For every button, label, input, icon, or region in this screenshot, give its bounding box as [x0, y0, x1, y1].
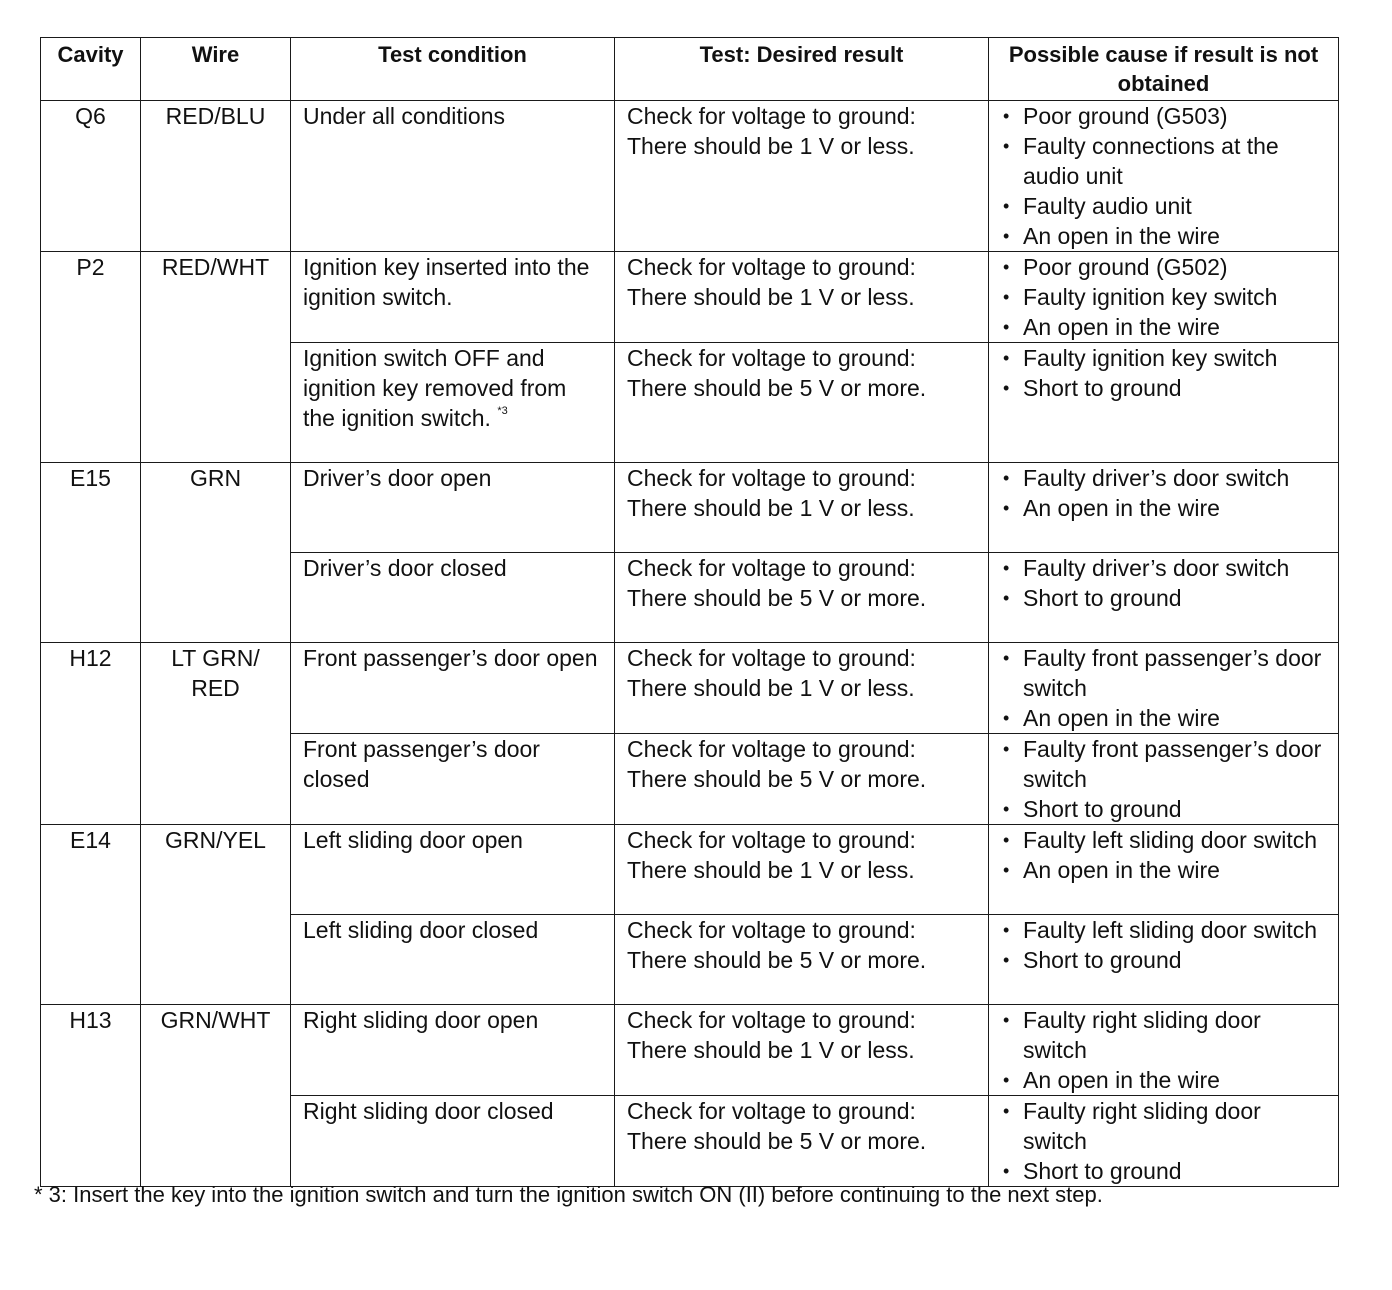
cause-item: • Faulty ignition key switch	[1023, 282, 1326, 312]
test-condition-cell	[291, 643, 615, 734]
test-condition-text: Left sliding door open	[303, 827, 523, 853]
test-condition-text: Under all conditions	[303, 103, 506, 129]
header-possible-cause: Possible cause if result is not obtained	[989, 38, 1339, 101]
desired-result-cell: Check for voltage to ground: There should be 5 V or more.	[615, 915, 989, 1005]
test-condition-text: Driver’s door closed	[303, 555, 507, 581]
wire-cell: RED/WHT	[141, 252, 291, 463]
table-header	[41, 38, 1339, 101]
cause-item: • Faulty audio unit	[1023, 191, 1326, 221]
diagnostic-table	[40, 37, 1339, 1187]
test-condition-cell	[291, 343, 615, 463]
wire-cell: GRN/WHT	[141, 1005, 291, 1187]
footnote: * 3: Insert the key into the ignition switch and turn the ignition switch ON (II) before continuing to the next step.	[34, 1182, 1103, 1207]
test-condition-cell	[291, 825, 615, 915]
cause-item: • An open in the wire	[1023, 855, 1326, 885]
test-condition-text: Front passenger’s door open	[303, 645, 598, 671]
possible-cause-cell	[989, 825, 1339, 915]
possible-cause-cell	[989, 101, 1339, 252]
possible-cause-cell	[989, 463, 1339, 553]
cause-item: • Faulty ignition key switch	[1023, 343, 1326, 373]
cause-item: • Faulty connections at the audio unit	[1023, 131, 1326, 191]
test-condition-cell	[291, 1096, 615, 1187]
test-condition-cell	[291, 734, 615, 825]
cause-list	[1001, 825, 1326, 885]
desired-result-cell: Check for voltage to ground: There should be 1 V or less.	[615, 825, 989, 915]
test-condition-text: Driver’s door open	[303, 465, 492, 491]
cause-item: • Faulty driver’s door switch	[1023, 553, 1326, 583]
desired-result-cell: Check for voltage to ground: There should be 1 V or less.	[615, 643, 989, 734]
cavity-cell: E14	[41, 825, 141, 1005]
cause-list	[1001, 643, 1326, 733]
test-condition-cell	[291, 1005, 615, 1096]
test-condition-text: Left sliding door closed	[303, 917, 539, 943]
wire-cell: GRN/YEL	[141, 825, 291, 1005]
header-wire: Wire	[141, 38, 291, 101]
table-row	[41, 101, 1339, 252]
cavity-cell: Q6	[41, 101, 141, 252]
wire-cell: RED/BLU	[141, 101, 291, 252]
cavity-cell: H12	[41, 643, 141, 825]
test-condition-cell	[291, 463, 615, 553]
cause-item: • An open in the wire	[1023, 221, 1326, 251]
test-condition-text: Right sliding door closed	[303, 1098, 554, 1124]
test-condition-text: Ignition key inserted into the ignition switch.	[303, 254, 590, 310]
cause-list	[1001, 463, 1326, 523]
cause-item: • An open in the wire	[1023, 493, 1326, 523]
cause-list	[1001, 1005, 1326, 1095]
test-condition-text: Right sliding door open	[303, 1007, 539, 1033]
possible-cause-cell	[989, 252, 1339, 343]
test-condition-cell	[291, 553, 615, 643]
possible-cause-cell	[989, 643, 1339, 734]
test-condition-text: Front passenger’s door closed	[303, 736, 540, 792]
possible-cause-cell	[989, 343, 1339, 463]
cause-item: • Short to ground	[1023, 794, 1326, 824]
header-cavity: Cavity	[41, 38, 141, 101]
cause-list	[1001, 734, 1326, 824]
table-row	[41, 825, 1339, 915]
possible-cause-cell	[989, 915, 1339, 1005]
cause-item: • Faulty front passenger’s door switch	[1023, 734, 1326, 794]
cause-item: • Faulty right sliding door switch	[1023, 1005, 1326, 1065]
desired-result-cell: Check for voltage to ground: There should be 1 V or less.	[615, 252, 989, 343]
cause-item: • Faulty left sliding door switch	[1023, 825, 1326, 855]
possible-cause-cell	[989, 734, 1339, 825]
desired-result-cell: Check for voltage to ground: There should be 5 V or more.	[615, 1096, 989, 1187]
cause-list	[1001, 343, 1326, 403]
cause-item: • Short to ground	[1023, 1156, 1326, 1186]
cause-list	[1001, 252, 1326, 342]
wire-cell: LT GRN/ RED	[141, 643, 291, 825]
cause-item: • Poor ground (G502)	[1023, 252, 1326, 282]
cause-list	[1001, 101, 1326, 251]
test-condition-text: Ignition switch OFF and ignition key removed from the ignition switch.	[303, 345, 567, 431]
header-test-condition: Test condition	[291, 38, 615, 101]
table-row	[41, 252, 1339, 343]
cavity-cell: H13	[41, 1005, 141, 1187]
table-row	[41, 643, 1339, 734]
possible-cause-cell	[989, 1096, 1339, 1187]
cause-item: • Faulty driver’s door switch	[1023, 463, 1326, 493]
cause-item: • An open in the wire	[1023, 312, 1326, 342]
cavity-cell: P2	[41, 252, 141, 463]
cause-item: • Short to ground	[1023, 945, 1326, 975]
cause-item: • Faulty front passenger’s door switch	[1023, 643, 1326, 703]
cause-list	[1001, 915, 1326, 975]
possible-cause-cell	[989, 1005, 1339, 1096]
cause-list	[1001, 1096, 1326, 1186]
desired-result-cell: Check for voltage to ground: There should be 1 V or less.	[615, 463, 989, 553]
cavity-cell: E15	[41, 463, 141, 643]
cause-item: • Short to ground	[1023, 583, 1326, 613]
table-row	[41, 1005, 1339, 1096]
cause-item: • An open in the wire	[1023, 1065, 1326, 1095]
header-row	[41, 38, 1339, 101]
header-desired-result: Test: Desired result	[615, 38, 989, 101]
footnote-mark: *3	[497, 405, 508, 417]
cause-item: • Faulty left sliding door switch	[1023, 915, 1326, 945]
cause-item: • Faulty right sliding door switch	[1023, 1096, 1326, 1156]
cause-list	[1001, 553, 1326, 613]
cause-item: • Short to ground	[1023, 373, 1326, 403]
test-condition-cell	[291, 252, 615, 343]
test-condition-cell	[291, 915, 615, 1005]
desired-result-cell: Check for voltage to ground: There should be 1 V or less.	[615, 1005, 989, 1096]
test-condition-cell	[291, 101, 615, 252]
desired-result-cell: Check for voltage to ground: There should be 5 V or more.	[615, 553, 989, 643]
wire-cell: GRN	[141, 463, 291, 643]
desired-result-cell: Check for voltage to ground: There should be 5 V or more.	[615, 343, 989, 463]
possible-cause-cell	[989, 553, 1339, 643]
table-row	[41, 463, 1339, 553]
desired-result-cell: Check for voltage to ground: There should be 1 V or less.	[615, 101, 989, 252]
cause-item: • An open in the wire	[1023, 703, 1326, 733]
cause-item: • Poor ground (G503)	[1023, 101, 1326, 131]
desired-result-cell: Check for voltage to ground: There should be 5 V or more.	[615, 734, 989, 825]
table-body	[41, 101, 1339, 1187]
